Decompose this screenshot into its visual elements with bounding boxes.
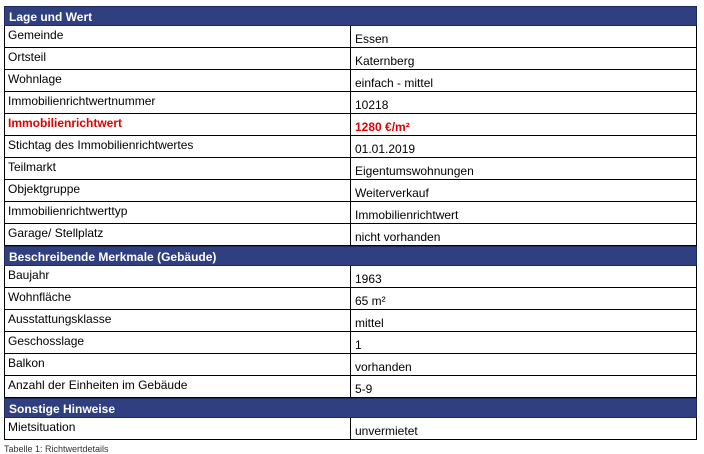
table-row (4, 418, 697, 440)
richtwert-table (4, 6, 697, 440)
row-value: Katernberg (355, 54, 415, 68)
table-caption: Tabelle 1: Richtwertdetails (4, 444, 109, 454)
table-row (4, 92, 697, 114)
row-label: Immobilienrichtwert (5, 114, 351, 135)
row-value: 01.01.2019 (355, 142, 416, 156)
section-header-sonstige-hinweise: Sonstige Hinweise (4, 398, 697, 418)
table-row (4, 136, 697, 158)
table-row (4, 158, 697, 180)
row-value: unvermietet (355, 424, 418, 438)
row-value: Essen (355, 32, 389, 46)
row-label: Wohnfläche (5, 288, 351, 309)
row-label: Wohnlage (5, 70, 351, 91)
row-value: 10218 (355, 98, 389, 112)
section-header-lage-und-wert: Lage und Wert (4, 6, 697, 26)
row-value: Weiterverkauf (355, 186, 429, 200)
row-label: Stichtag des Immobilienrichtwertes (5, 136, 351, 157)
row-label: Teilmarkt (5, 158, 351, 179)
table-row (4, 70, 697, 92)
table-row (4, 288, 697, 310)
row-label: Baujahr (5, 266, 351, 287)
row-label: Gemeinde (5, 26, 351, 47)
table-row (4, 180, 697, 202)
table-row (4, 332, 697, 354)
row-value: 1 (355, 338, 362, 352)
row-label: Balkon (5, 354, 351, 375)
row-label: Immobilienrichtwertnummer (5, 92, 351, 113)
row-label: Immobilienrichtwerttyp (5, 202, 351, 223)
row-label: Ortsteil (5, 48, 351, 69)
row-value: 5-9 (355, 382, 373, 396)
table-row (4, 310, 697, 332)
row-value: 1280 €/m² (355, 120, 410, 134)
table-row (4, 26, 697, 48)
table-row (4, 266, 697, 288)
table-row (4, 224, 697, 246)
row-label: Objektgruppe (5, 180, 351, 201)
row-label: Geschosslage (5, 332, 351, 353)
section-header-beschreibende-merkmale: Beschreibende Merkmale (Gebäude) (4, 246, 697, 266)
row-label: Anzahl der Einheiten im Gebäude (5, 376, 351, 397)
row-value: nicht vorhanden (355, 230, 441, 244)
table-row (4, 354, 697, 376)
row-value: Eigentumswohnungen (355, 164, 474, 178)
row-label: Mietsituation (5, 418, 351, 439)
row-value: 1963 (355, 272, 382, 286)
row-value: mittel (355, 316, 384, 330)
row-value: Immobilienrichtwert (355, 208, 459, 222)
row-value: vorhanden (355, 360, 412, 374)
row-value: 65 m² (355, 294, 386, 308)
table-row (4, 376, 697, 398)
table-row (4, 202, 697, 224)
table-row (4, 48, 697, 70)
row-label: Garage/ Stellplatz (5, 224, 351, 245)
table-row-highlight (4, 114, 697, 136)
row-label: Ausstattungsklasse (5, 310, 351, 331)
row-value: einfach - mittel (355, 76, 434, 90)
